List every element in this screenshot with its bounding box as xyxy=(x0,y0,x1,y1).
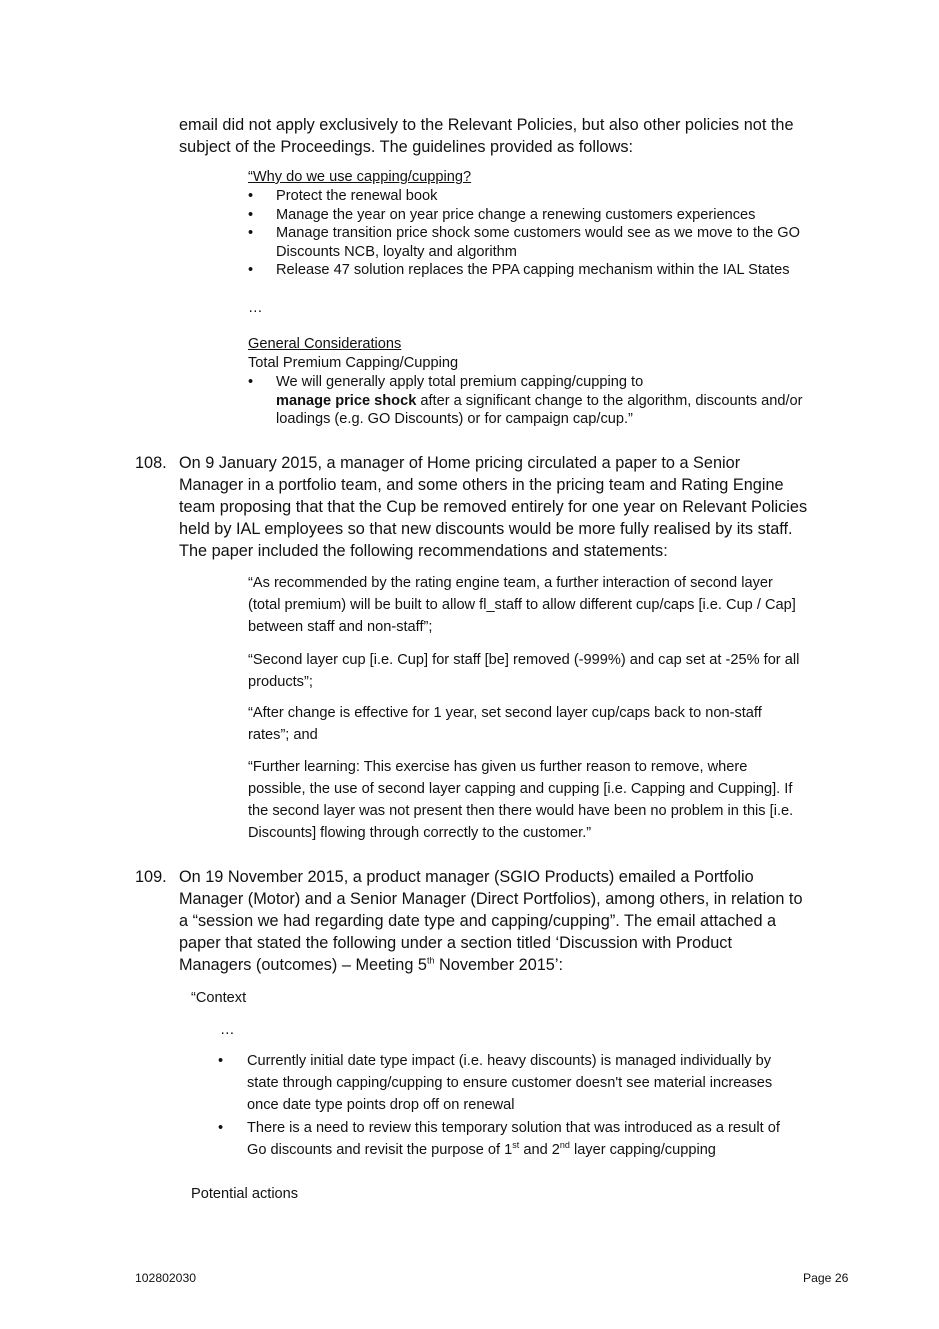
paragraph-line: The paper included the following recommendations and statements: xyxy=(179,542,668,560)
intro-line: subject of the Proceedings. The guidelines provided as follows: xyxy=(179,138,634,156)
ellipsis-text: … xyxy=(248,300,263,316)
superscript: th xyxy=(426,955,435,966)
list-item xyxy=(247,261,800,280)
list-item-text: Manage transition price shock some customers would see as we move to the GO xyxy=(276,225,800,242)
list-item-text xyxy=(276,392,802,411)
bold-phrase: manage price shock xyxy=(276,392,417,409)
footer-page-number: Page 26 xyxy=(803,1271,849,1285)
context-text: “Context xyxy=(191,990,247,1006)
quote-line: possible, the use of second layer capping and cupping [i.e. Capping and Cupping]. If xyxy=(248,781,793,797)
quote-line: rates”; and xyxy=(248,727,318,743)
superscript: nd xyxy=(559,1140,570,1151)
bullet-icon: • xyxy=(248,225,254,242)
intro-paragraph xyxy=(179,114,794,158)
paragraph-line: a “session we had regarding date type and capping/cupping”. The email attached a xyxy=(179,912,777,930)
intro-line: email did not apply exclusively to the Relevant Policies, but also other policies not the xyxy=(179,116,794,134)
list-item-line: state through capping/cupping to ensure customer doesn't see material increases xyxy=(247,1075,773,1091)
list-item xyxy=(247,373,802,429)
quote1-ellipsis xyxy=(248,299,263,318)
bullet-icon: • xyxy=(248,262,254,279)
subheading: Total Premium Capping/Cupping xyxy=(248,354,459,371)
list-item-text: We will generally apply total premium capping/cupping to xyxy=(276,374,644,390)
list-item-text xyxy=(247,1117,780,1161)
potential-actions-text: Potential actions xyxy=(191,1186,299,1202)
list-item-text xyxy=(247,1050,772,1116)
general-considerations xyxy=(248,335,458,372)
paragraph-line: paper that stated the following under a section titled ‘Discussion with Product xyxy=(179,934,732,952)
list-item-text: loadings (e.g. GO Discounts) or for campaign cap/cup.” xyxy=(276,411,633,428)
quote-line: “Second layer cup [i.e. Cup] for staff [be] removed (-999%) and cap set at -25% for all xyxy=(248,652,800,668)
potential-actions xyxy=(191,1183,298,1205)
bullet-icon: • xyxy=(218,1053,224,1069)
superscript: st xyxy=(512,1140,520,1151)
quote1-heading-text: “Why do we use capping/cupping? xyxy=(248,169,472,185)
bullet-icon: • xyxy=(248,188,254,204)
paragraph-text: Managers (outcomes) – Meeting 5 xyxy=(179,956,427,974)
quote1-bullet-list-2 xyxy=(247,373,802,429)
list-item-text-part: layer capping/cupping xyxy=(569,1142,716,1158)
quote-line: “As recommended by the rating engine team, a further interaction of second layer xyxy=(248,575,773,591)
paragraph-number: 108. xyxy=(135,454,167,472)
quote-line: between staff and non-staff”; xyxy=(248,619,433,635)
paragraph-line: Manager (Motor) and a Senior Manager (Direct Portfolios), among others, in relation to xyxy=(179,890,803,908)
quote-block xyxy=(248,756,793,844)
list-item-line: There is a need to review this temporary solution that was introduced as a result of xyxy=(247,1120,780,1136)
quote-block xyxy=(248,572,796,638)
list-item-line: Currently initial date type impact (i.e. heavy discounts) is managed individually by xyxy=(247,1053,772,1069)
paragraph-line: held by IAL employees so that new discounts would be more fully realised by its staff. xyxy=(179,520,793,538)
context-ellipsis xyxy=(220,1019,235,1041)
list-item-text: Discounts NCB, loyalty and algorithm xyxy=(276,243,517,260)
quote-line: (total premium) will be built to allow fl_staff to allow different cup/caps [i.e. Cup / Cap] xyxy=(248,597,796,613)
ellipsis-text: … xyxy=(220,1022,235,1038)
list-item xyxy=(247,206,800,225)
list-item-line: once date type points drop off on renewal xyxy=(247,1097,515,1113)
quote-line: “Further learning: This exercise has given us further reason to remove, where xyxy=(248,759,748,775)
list-item-text: Manage the year on year price change a renewing customers experiences xyxy=(276,206,756,223)
quote1-bullet-list xyxy=(247,187,800,280)
quote-line: products”; xyxy=(248,674,313,690)
list-item-text-part: and 2 xyxy=(519,1142,560,1158)
paragraph-108 xyxy=(179,452,807,562)
paragraph-line: On 19 November 2015, a product manager (SGIO Products) emailed a Portfolio xyxy=(179,868,754,886)
quote-block xyxy=(248,702,762,746)
quote-line: “After change is effective for 1 year, set second layer cup/caps back to non-staff xyxy=(248,705,762,721)
section-heading: General Considerations xyxy=(248,336,402,352)
paragraph-109 xyxy=(179,866,803,976)
list-item-text-rest: after a significant change to the algorithm, discounts and/or xyxy=(416,392,803,409)
list-item-text-part: Go discounts and revisit the purpose of 1 xyxy=(247,1142,513,1158)
list-item-text: Release 47 solution replaces the PPA capping mechanism within the IAL States xyxy=(276,262,790,279)
paragraph-line: Manager in a portfolio team, and some others in the pricing team and Rating Engine xyxy=(179,476,784,494)
quote-line: Discounts] flowing through correctly to the customer.” xyxy=(248,825,592,841)
footer-doc-id: 102802030 xyxy=(135,1271,197,1285)
bullet-icon: • xyxy=(248,206,254,223)
paragraph-number: 109. xyxy=(135,868,167,886)
context-label xyxy=(191,987,246,1009)
bullet-icon: • xyxy=(248,374,254,390)
list-item-text: Protect the renewal book xyxy=(276,188,438,204)
quote-block xyxy=(248,649,799,693)
quote1-heading xyxy=(248,168,471,187)
bullet-icon: • xyxy=(218,1120,224,1136)
quote-line: the second layer was not present then there would have been no problem in this [i.e. xyxy=(248,803,794,819)
list-item xyxy=(247,224,800,261)
paragraph-line: On 9 January 2015, a manager of Home pricing circulated a paper to a Senior xyxy=(179,454,741,472)
paragraph-line: team proposing that that the Cup be removed entirely for one year on Relevant Policies xyxy=(179,498,808,516)
list-item-line xyxy=(247,1139,780,1161)
list-item xyxy=(247,187,800,206)
paragraph-text: November 2015’: xyxy=(434,956,563,974)
paragraph-line xyxy=(179,954,803,976)
